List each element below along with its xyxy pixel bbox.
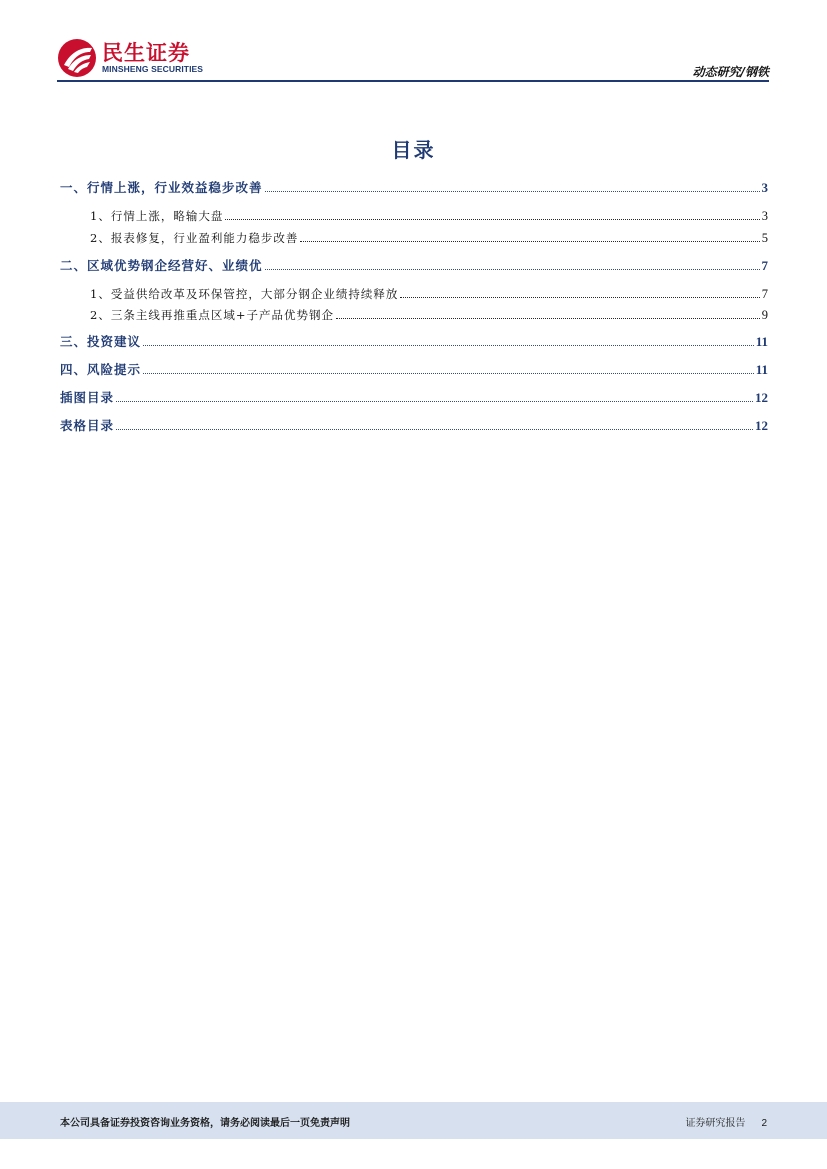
toc-entry-page: 11 [755, 334, 768, 349]
toc-entry-page: 12 [755, 390, 768, 405]
toc-entry-page: 7 [761, 258, 768, 273]
toc-leader-dots [143, 373, 754, 374]
toc-leader-dots [265, 269, 760, 270]
toc-entry-page: 11 [755, 362, 768, 377]
page-number: 2 [761, 1118, 767, 1129]
toc-entry-label: 一、行情上涨，行业效益稳步改善 [60, 180, 263, 195]
toc-entry[interactable] [60, 254, 768, 274]
page-footer [0, 1102, 827, 1139]
company-logo [57, 38, 203, 78]
report-category-tag: 动态研究/钢铁 [692, 65, 769, 79]
toc-leader-dots [336, 318, 760, 319]
toc-leader-dots [116, 401, 753, 402]
toc-entry-page: 5 [761, 231, 768, 245]
toc-entry[interactable] [60, 358, 768, 378]
toc-entry-label: 二、区域优势钢企经营好、业绩优 [60, 258, 263, 273]
disclaimer-notice: 本公司具备证券投资咨询业务资格，请务必阅读最后一页免责声明 [60, 1118, 350, 1129]
toc-entry[interactable] [60, 282, 768, 302]
toc-entry-page: 3 [761, 209, 768, 223]
toc-entry-label: 2、三条主线再推重点区域+子产品优势钢企 [90, 308, 334, 322]
toc-entry[interactable] [60, 303, 768, 323]
document-type-label: 证券研究报告 [685, 1118, 746, 1129]
footer-right [685, 1114, 767, 1129]
toc-entry-label: 三、投资建议 [60, 334, 142, 349]
toc-entry-label: 2、报表修复，行业盈利能力稳步改善 [90, 231, 299, 245]
toc-entry-label: 表格目录 [60, 418, 115, 433]
logo-chinese-name: 民生证券 [102, 41, 190, 65]
toc-leader-dots [225, 219, 759, 220]
toc-entry-label: 四、风险提示 [60, 362, 142, 377]
toc-entry[interactable] [60, 176, 768, 196]
toc-entry-page: 3 [761, 180, 768, 195]
toc-entry[interactable] [60, 330, 768, 350]
toc-entry[interactable] [60, 386, 768, 406]
logo-english-name: MINSHENG SECURITIES [102, 64, 204, 74]
toc-title: 目录 [391, 138, 436, 162]
toc-entry-page: 12 [755, 418, 768, 433]
toc-entry-label: 1、行情上涨，略输大盘 [90, 209, 224, 223]
page-header [57, 38, 769, 82]
toc-leader-dots [300, 241, 759, 242]
header-divider [57, 80, 769, 82]
minsheng-logo-icon [57, 38, 97, 78]
toc-leader-dots [143, 345, 754, 346]
toc-entry[interactable] [60, 414, 768, 434]
toc-entry[interactable] [60, 204, 768, 224]
toc-entry[interactable] [60, 226, 768, 246]
toc-entry-page: 7 [761, 287, 768, 301]
toc-leader-dots [400, 297, 759, 298]
toc-leader-dots [116, 429, 753, 430]
toc-entry-label: 1、受益供给改革及环保管控，大部分钢企业绩持续释放 [90, 287, 399, 301]
toc-leader-dots [265, 191, 760, 192]
toc-entry-page: 9 [761, 308, 768, 322]
toc-entry-label: 插图目录 [60, 390, 115, 405]
